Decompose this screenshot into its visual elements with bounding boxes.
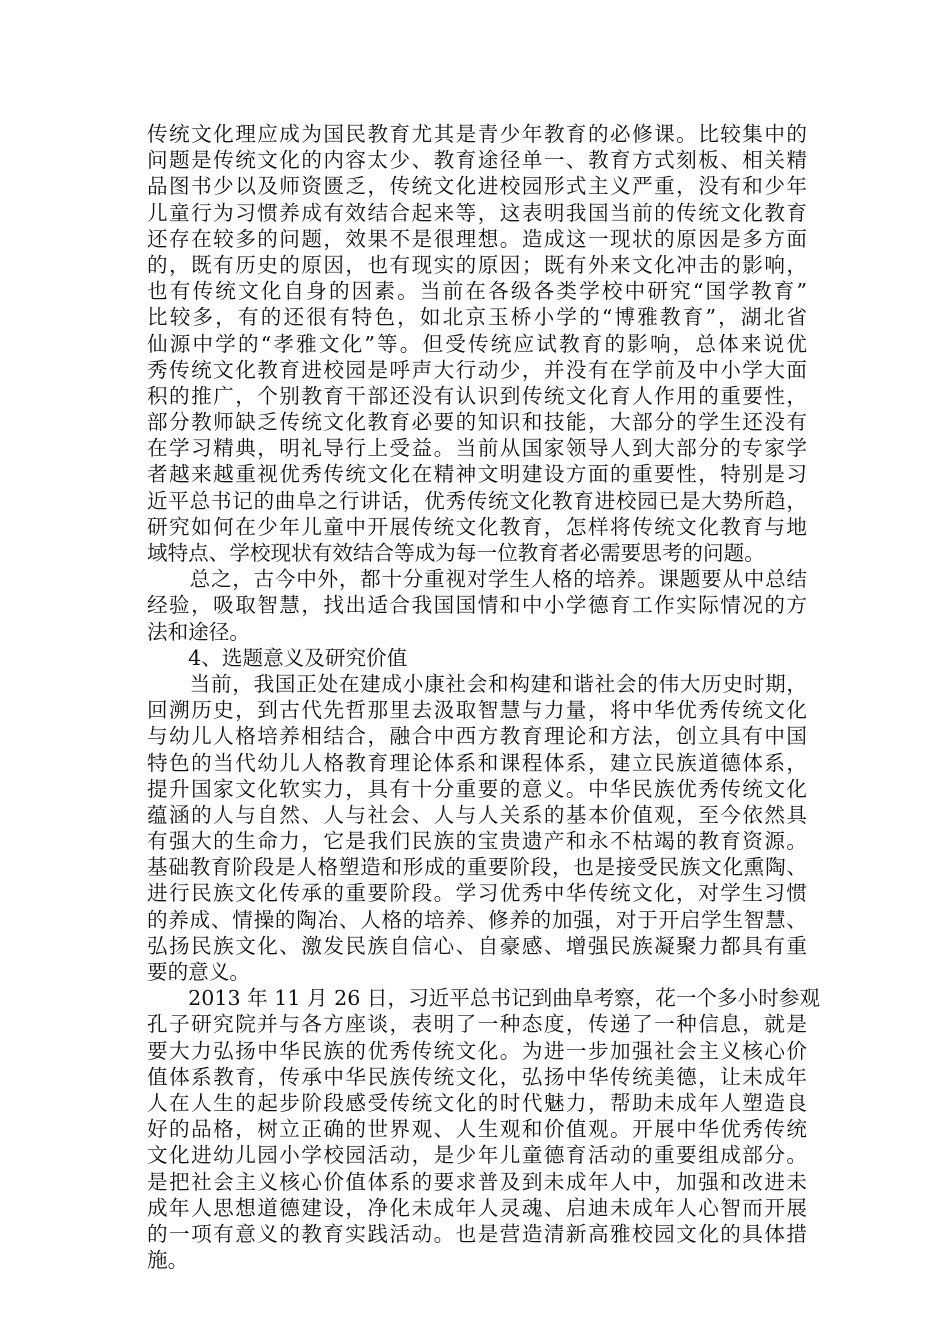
text-line: 者越来越重视优秀传统文化在精神文明建设方面的重要性，特别是习 xyxy=(147,462,807,487)
text-line: 提升国家文化软实力，具有十分重要的意义。中华民族优秀传统文化 xyxy=(147,776,807,801)
text-line: 研究如何在少年儿童中开展传统文化教育，怎样将传统文化教育与地 xyxy=(147,514,807,539)
text-line: 还存在较多的问题，效果不是很理想。造成这一现状的原因是多方面 xyxy=(147,226,807,251)
text-line: 进行民族文化传承的重要阶段。学习优秀中华传统文化，对学生习惯 xyxy=(147,881,807,906)
text-line: 2013 年 11 月 26 日，习近平总书记到曲阜考察，花一个多小时参观 xyxy=(147,986,820,1011)
text-line: 品图书少以及师资匮乏，传统文化进校园形式主义严重，没有和少年 xyxy=(147,174,807,199)
text-line: 经验，吸取智慧，找出适合我国国情和中小学德育工作实际情况的方 xyxy=(147,593,807,618)
text-line: 是把社会主义核心价值体系的要求普及到未成年人中，加强和改进未 xyxy=(147,1169,807,1194)
text-line: 总之，古今中外，都十分重视对学生人格的培养。课题要从中总结 xyxy=(147,567,807,592)
text-line: 当前，我国正处在建成小康社会和构建和谐社会的伟大历史时期， xyxy=(147,671,807,696)
text-line: 积的推广，个别教育干部还没有认识到传统文化育人作用的重要性， xyxy=(147,383,807,408)
text-line: 部分教师缺乏传统文化教育必要的知识和技能，大部分的学生还没有 xyxy=(147,410,807,435)
text-line: 要大力弘扬中华民族的优秀传统文化。为进一步加强社会主义核心价 xyxy=(147,1038,807,1063)
paragraph xyxy=(147,121,807,566)
text-line: 的养成、情操的陶冶、人格的培养、修养的加强，对于开启学生智慧、 xyxy=(147,907,807,932)
document-page xyxy=(147,121,820,1273)
text-line: 4、选题意义及研究价值 xyxy=(147,645,408,670)
paragraph xyxy=(147,645,807,671)
text-line: 的，既有历史的原因，也有现实的原因；既有外来文化冲击的影响， xyxy=(147,252,807,277)
text-line: 人在人生的起步阶段感受传统文化的时代魅力，帮助未成年人塑造良 xyxy=(147,1090,807,1115)
paragraph xyxy=(147,671,807,985)
text-line: 施。 xyxy=(147,1248,189,1273)
text-line: 也有传统文化自身的因素。当前在各级各类学校中研究“国学教育” xyxy=(147,279,807,304)
text-line: 的一项有意义的教育实践活动。也是营造清新高雅校园文化的具体措 xyxy=(147,1221,807,1246)
paragraph xyxy=(147,566,807,645)
text-line: 基础教育阶段是人格塑造和形成的重要阶段，也是接受民族文化熏陶、 xyxy=(147,855,807,880)
text-line: 弘扬民族文化、激发民族自信心、自豪感、增强民族凝聚力都具有重 xyxy=(147,933,807,958)
text-line: 在学习精典，明礼导行上受益。当前从国家领导人到大部分的专家学 xyxy=(147,436,807,461)
text-line: 值体系教育，传承中华民族传统文化，弘扬中华传统美德，让未成年 xyxy=(147,1064,807,1089)
text-line: 儿童行为习惯养成有效结合起来等，这表明我国当前的传统文化教育 xyxy=(147,200,807,225)
text-line: 秀传统文化教育进校园是呼声大行动少，并没有在学前及中小学大面 xyxy=(147,357,807,382)
text-line: 好的品格，树立正确的世界观、人生观和价值观。开展中华优秀传统 xyxy=(147,1117,807,1142)
text-line: 孔子研究院并与各方座谈，表明了一种态度，传递了一种信息，就是 xyxy=(147,1012,807,1037)
text-line: 问题是传统文化的内容太少、教育途径单一、教育方式刻板、相关精 xyxy=(147,148,807,173)
text-line: 比较多，有的还很有特色，如北京玉桥小学的“博雅教育”，湖北省 xyxy=(147,305,807,330)
text-line: 要的意义。 xyxy=(147,960,250,984)
text-line: 域特点、学校现状有效结合等成为每一位教育者必需要思考的问题。 xyxy=(147,541,765,565)
text-line: 回溯历史，到古代先哲那里去汲取智慧与力量，将中华优秀传统文化 xyxy=(147,698,807,723)
text-line: 蕴涵的人与自然、人与社会、人与人关系的基本价值观，至今依然具 xyxy=(147,802,807,827)
text-line: 成年人思想道德建设，净化未成年人灵魂、启迪未成年人心智而开展 xyxy=(147,1195,807,1220)
text-line: 文化进幼儿园小学校园活动，是少年儿童德育活动的重要组成部分。 xyxy=(147,1143,807,1168)
text-line: 特色的当代幼儿人格教育理论体系和课程体系，建立民族道德体系， xyxy=(147,750,807,775)
text-line: 近平总书记的曲阜之行讲话，优秀传统文化教育进校园已是大势所趋， xyxy=(147,488,807,513)
text-line: 有强大的生命力，它是我们民族的宝贵遗产和永不枯竭的教育资源。 xyxy=(147,829,807,854)
text-line: 法和途径。 xyxy=(147,619,250,644)
text-line: 传统文化理应成为国民教育尤其是青少年教育的必修课。比较集中的 xyxy=(147,122,807,146)
text-line: 仙源中学的“孝雅文化”等。但受传统应试教育的影响，总体来说优 xyxy=(147,331,807,356)
paragraph xyxy=(147,985,820,1273)
text-line: 与幼儿人格培养相结合，融合中西方教育理论和方法，创立具有中国 xyxy=(147,724,807,749)
